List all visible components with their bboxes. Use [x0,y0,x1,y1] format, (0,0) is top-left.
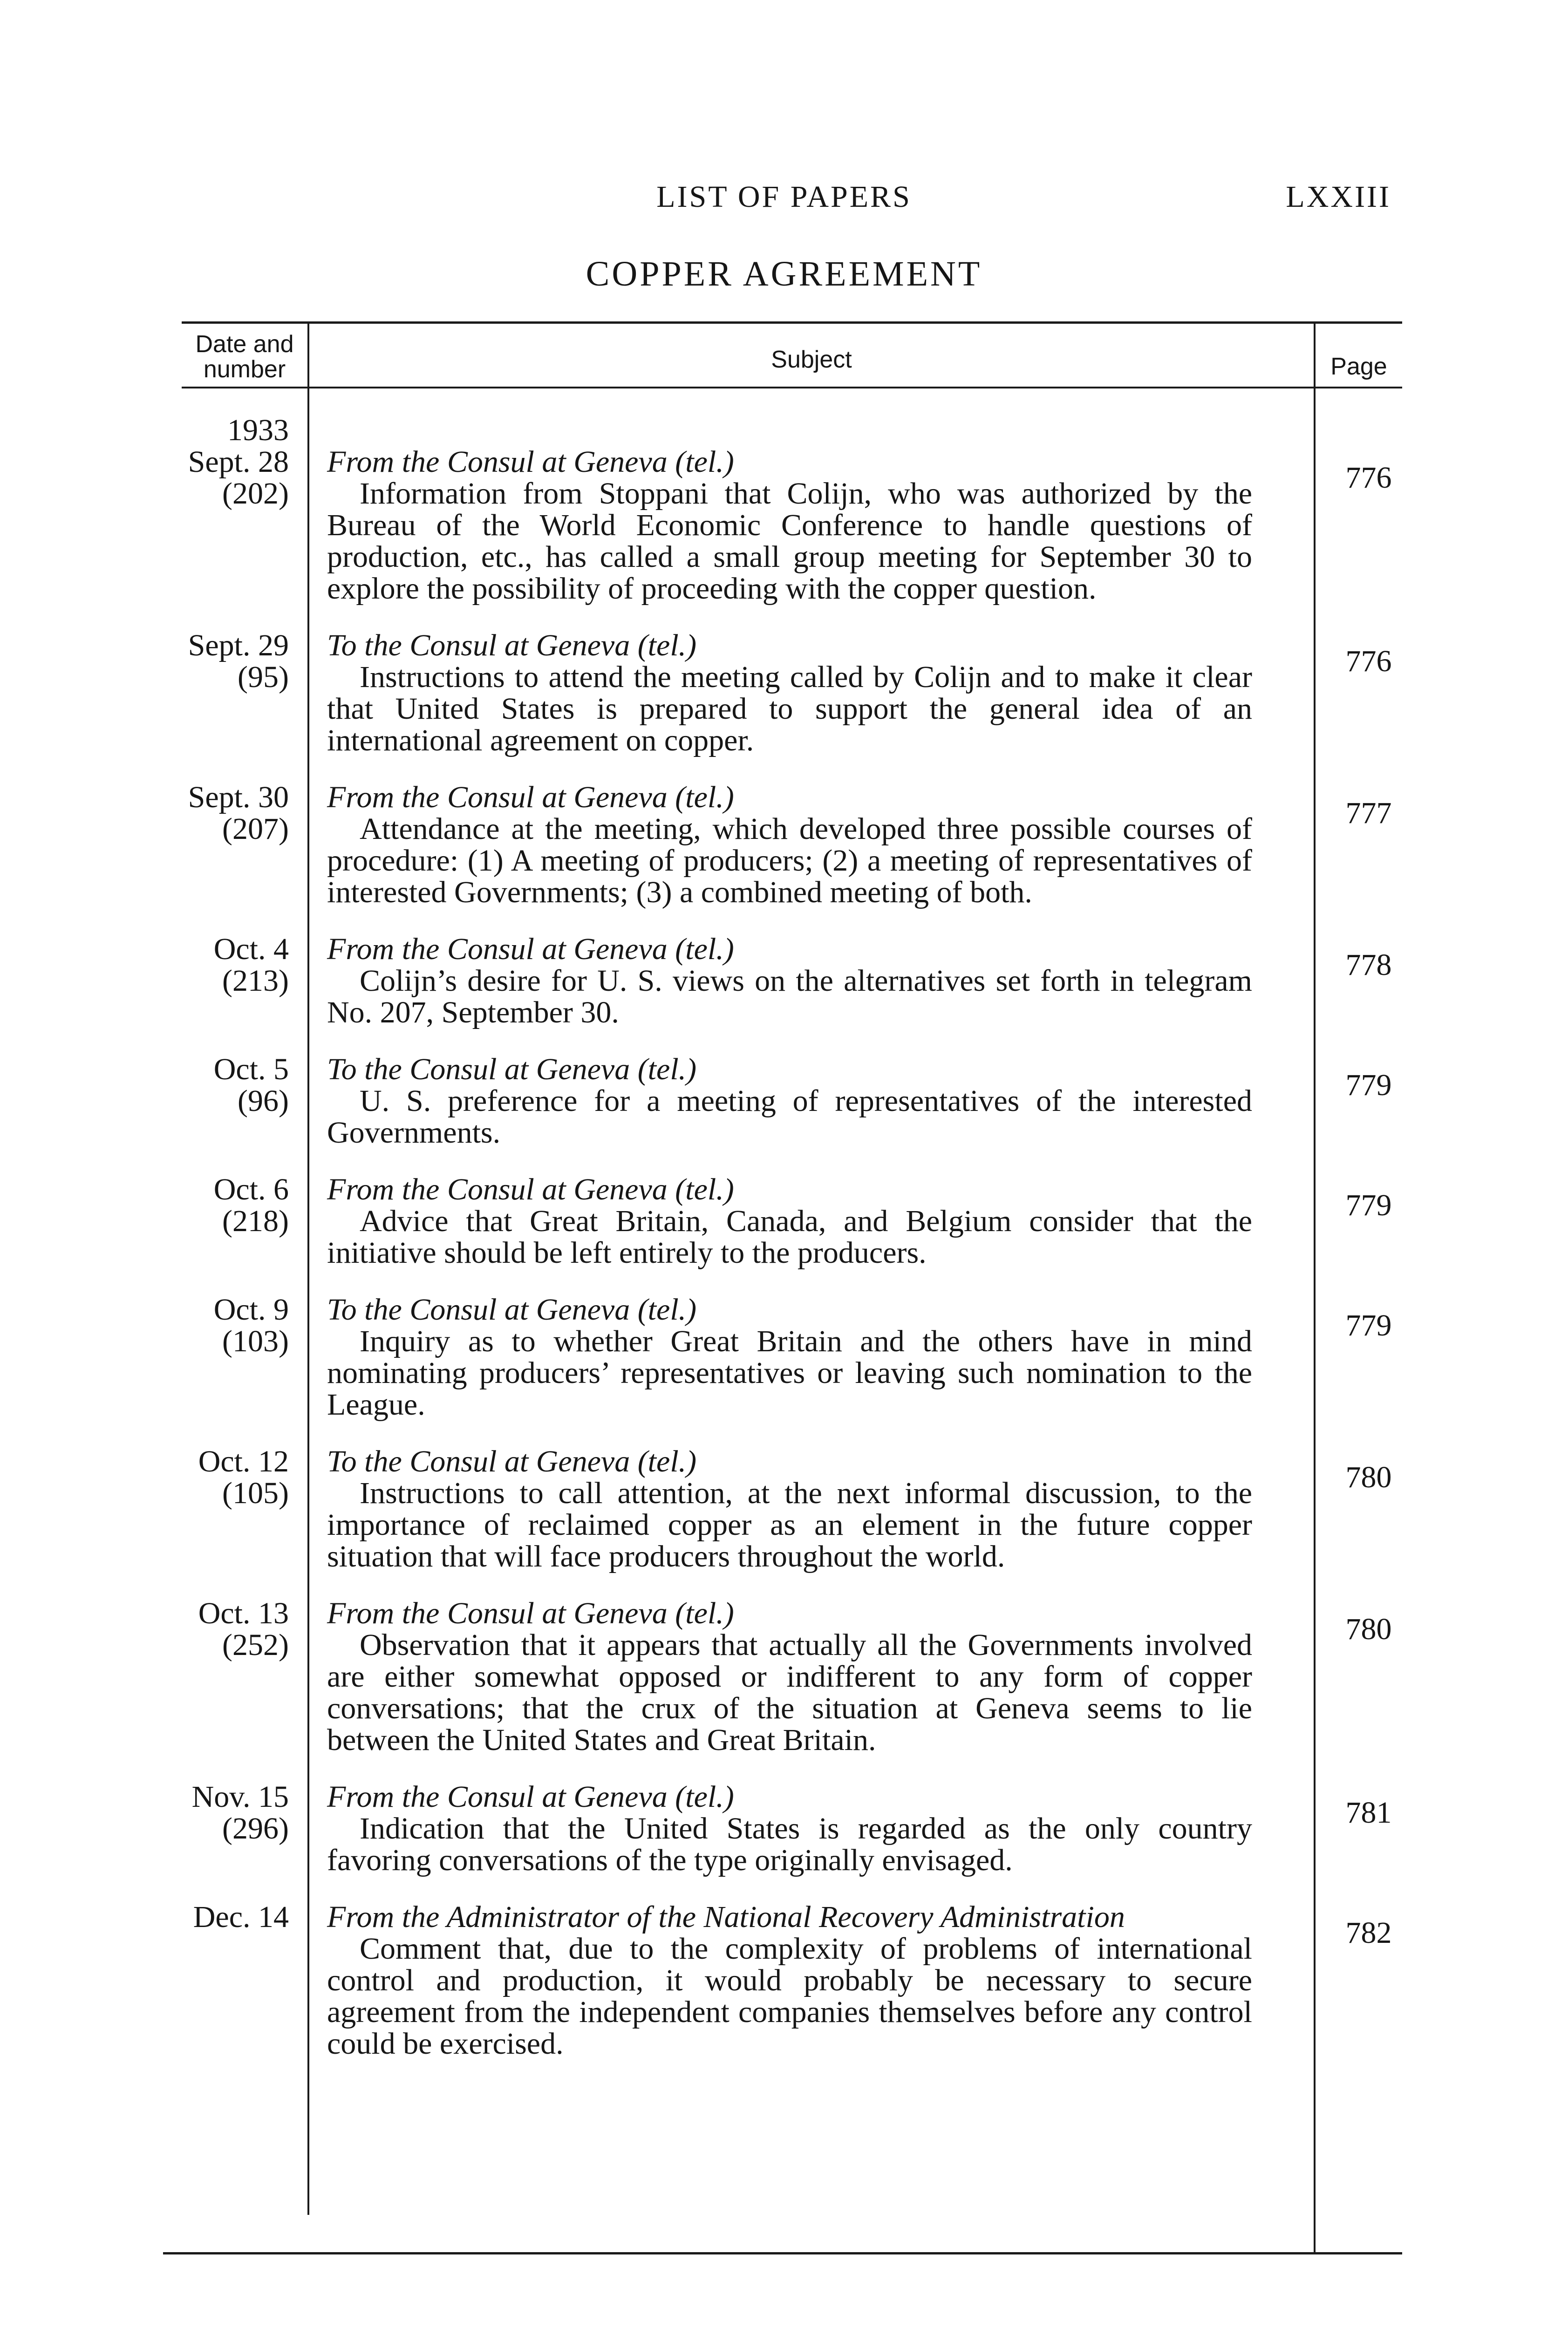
entry-date-cell [158,1174,308,1269]
entry-page-ref: 780 [1345,1460,1392,1494]
entry-subject-cell [327,1901,1252,2060]
entry-date-cell [158,1446,308,1573]
entry-subject-cell [327,1174,1252,1269]
entry-number: (202) [222,477,289,511]
entry-number: (296) [222,1811,289,1845]
entry-row [158,1901,1407,2060]
entry-number: (207) [222,812,289,846]
entry-date: Sept. 28 [188,445,289,479]
entry-date: Dec. 14 [193,1900,289,1934]
entry-subject-cell [327,1446,1252,1573]
entry-summary: Instructions to attend the meeting called by Colijn and to make it clear that United States is prepared to support the general idea of an international agreement on copper. [327,660,1252,757]
entry-page-ref: 780 [1345,1612,1392,1646]
entry-subject-cell [327,933,1252,1028]
entry-source: To the Consul at Geneva (tel.) [327,1444,697,1478]
entry-row [158,1446,1407,1573]
entry-source: From the Consul at Geneva (tel.) [327,780,734,814]
entry-source: From the Consul at Geneva (tel.) [327,1780,734,1814]
entry-page-ref: 777 [1345,796,1392,830]
entry-summary: Instructions to call attention, at the next informal discussion, to the importance of reclaimed copper as an element in the future copper situation that will face producers throughout the world. [327,1476,1252,1573]
entry-row [158,1598,1407,1756]
table-bottom-rule [163,2252,1402,2254]
entry-summary: U. S. preference for a meeting of representatives of the interested Governments. [327,1084,1252,1150]
entry-date-cell [158,415,308,605]
entry-number: (105) [222,1476,289,1510]
entry-source: From the Consul at Geneva (tel.) [327,932,734,966]
page-number-roman: LXXIII [1286,180,1391,214]
entry-date: Oct. 13 [198,1596,289,1630]
table-top-rule [182,321,1402,324]
entry-source: To the Consul at Geneva (tel.) [327,1293,697,1327]
entry-number: (213) [222,964,289,998]
column-header-date-line2: number [203,356,286,383]
column-header-page: Page [1330,353,1387,380]
entry-summary: Colijn’s desire for U. S. views on the alternatives set forth in telegram No. 207, September 30. [327,964,1252,1029]
section-title: COPPER AGREEMENT [586,254,982,293]
entry-date-cell [158,933,308,1028]
entry-date-cell [158,782,308,908]
entry-page-ref: 779 [1345,1068,1392,1102]
entry-date-cell [158,1294,308,1421]
entry-source: To the Consul at Geneva (tel.) [327,628,697,662]
entry-row [158,1054,1407,1149]
entry-subject-cell [327,630,1252,756]
entry-page-ref: 779 [1345,1308,1392,1342]
entry-summary: Inquiry as to whether Great Britain and the others have in mind nominating producers’ representatives or leaving such nomination to the League. [327,1324,1252,1422]
entry-summary: Indication that the United States is regarded as the only country favoring conversations of the type originally envisaged. [327,1811,1252,1877]
entry-number: (96) [238,1084,289,1118]
entry-date: Oct. 4 [213,932,289,966]
entry-subject-cell [327,1781,1252,1876]
entry-date: Oct. 12 [198,1444,289,1478]
entry-date: Oct. 5 [213,1052,289,1086]
entry-source: From the Consul at Geneva (tel.) [327,445,734,479]
entry-subject-cell [327,1598,1252,1756]
entries-list [158,415,1407,2085]
entry-page-ref: 776 [1345,461,1392,495]
table-header-rule [182,387,1402,388]
column-header-subject: Subject [771,346,852,373]
entry-row [158,630,1407,756]
entry-row [158,1174,1407,1269]
column-header-date-line1: Date and [195,331,294,358]
entry-date: Oct. 9 [213,1293,289,1327]
entry-date: Sept. 30 [188,780,289,814]
entry-date: Oct. 6 [213,1172,289,1206]
entry-page-ref: 776 [1345,644,1392,678]
entry-date-cell [158,1054,308,1149]
entry-source: To the Consul at Geneva (tel.) [327,1052,697,1086]
entry-page-ref: 779 [1345,1188,1392,1222]
entry-subject-cell [327,1294,1252,1421]
entry-summary: Comment that, due to the complexity of problems of international control and production, it would probably be necessary to secure agreement from the independent companies themselves before any control could be exercised. [327,1932,1252,2061]
entry-source: From the Consul at Geneva (tel.) [327,1172,734,1206]
entry-summary: Information from Stoppani that Colijn, who was authorized by the Bureau of the World Economic Conference to handle questions of production, etc., has called a small group meeting for September 30 to explore the possibility of proceeding with the copper question. [327,477,1252,606]
entry-row [158,1781,1407,1876]
entry-row [158,1294,1407,1421]
entry-year: 1933 [227,413,289,447]
entry-page-ref: 782 [1345,1916,1392,1950]
entry-date: Nov. 15 [191,1780,289,1814]
entry-subject-cell [327,1054,1252,1149]
entry-number: (252) [222,1628,289,1662]
entry-row [158,933,1407,1028]
entry-date-cell [158,1781,308,1876]
entry-date-cell [158,630,308,756]
entry-date-cell [158,1901,308,2060]
entry-row [158,415,1407,605]
entry-row [158,782,1407,908]
entry-summary: Attendance at the meeting, which developed three possible courses of procedure: (1) A meeting of producers; (2) a meeting of representatives of interested Governments; (3) a combined meeting of both. [327,812,1252,909]
entry-subject-cell [327,415,1252,605]
entry-date: Sept. 29 [188,628,289,662]
column-header-date [182,332,307,382]
entry-page-ref: 778 [1345,948,1392,982]
entry-source: From the Consul at Geneva (tel.) [327,1596,734,1630]
entry-summary: Advice that Great Britain, Canada, and Belgium consider that the initiative should be left entirely to the producers. [327,1204,1252,1270]
running-title: LIST OF PAPERS [656,180,912,214]
entry-number: (218) [222,1204,289,1238]
entry-number: (103) [222,1324,289,1358]
entry-summary: Observation that it appears that actually all the Governments involved are either somewhat opposed or indifferent to any form of copper conversations; that the crux of the situation at Geneva seems to lie between the United States and Great Britain. [327,1628,1252,1757]
entry-date-cell [158,1598,308,1756]
entry-source: From the Administrator of the National Recovery Administration [327,1900,1125,1934]
entry-page-ref: 781 [1345,1796,1392,1830]
entry-number: (95) [238,660,289,694]
entry-subject-cell [327,782,1252,908]
